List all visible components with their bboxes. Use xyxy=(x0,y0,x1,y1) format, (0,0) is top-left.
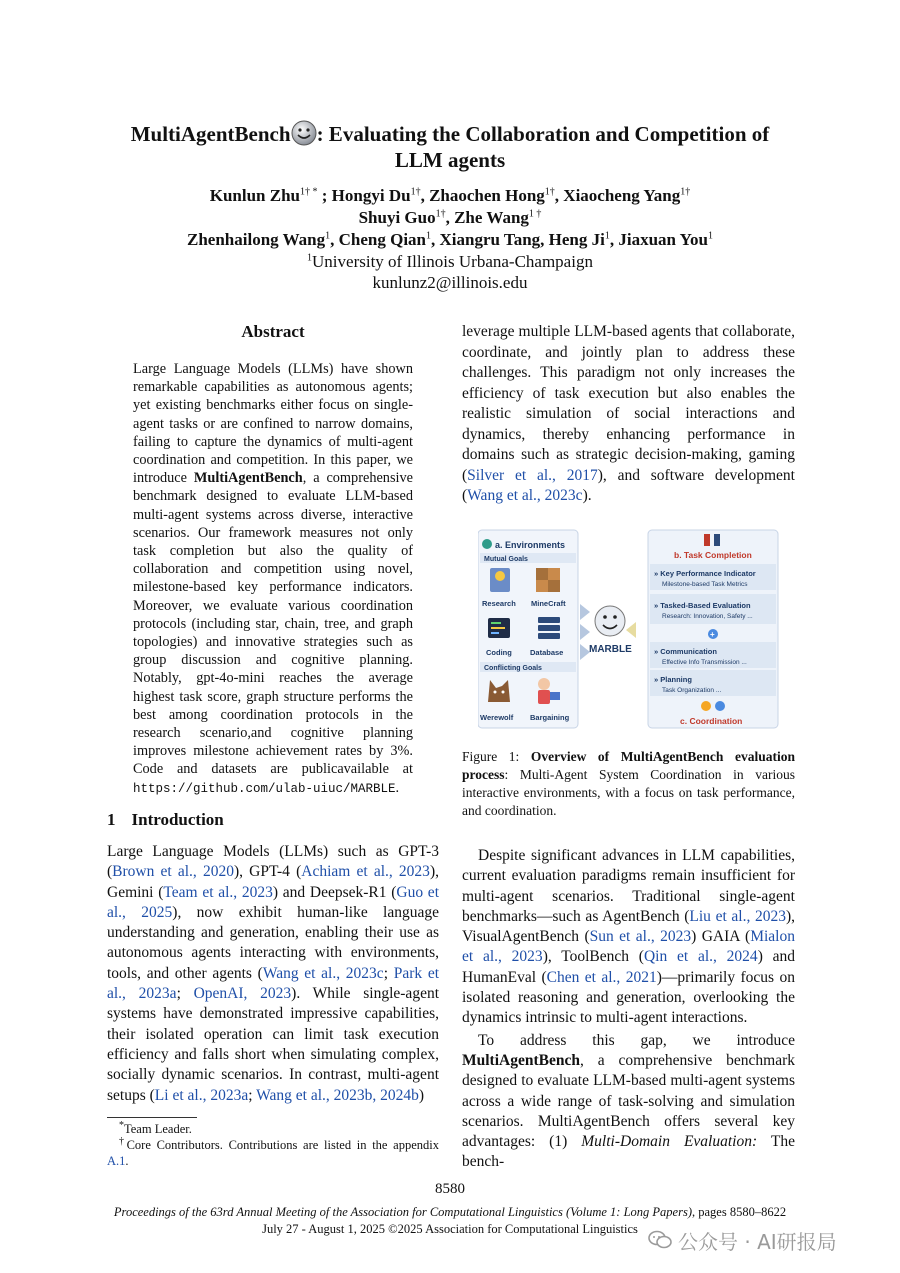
env-label-coding: Coding xyxy=(486,648,512,657)
right-column-continuation: leverage multiple LLM-based agents that collaborate, coordinate, and jointly plan to address these challenges. This paradigm not only increases the efficiency of task execution but also enables the realistic simulation of social interactions and dynamics, thereby enhancing performance in domains such as strategic decision-making, gaming (Silver et al., 2017), and software development (Wang et al., 2023c). xyxy=(462,323,795,504)
paper-title xyxy=(80,120,820,173)
research-icon xyxy=(490,568,510,592)
communication-subtitle: Effective Info Transmission ... xyxy=(662,659,747,666)
author-name: Shuyi Guo xyxy=(358,208,436,227)
footnote-core-contributors: †Core Contributors. Contributions are listed in the appendix A.1. xyxy=(107,1135,440,1168)
footnote-team-leader: *Team Leader. xyxy=(119,1119,192,1136)
citation-link[interactable]: OpenAI, 2023 xyxy=(193,985,292,1003)
citation-link[interactable]: Mialon et al., 2023 xyxy=(462,928,795,966)
conflicting-goals-label: Conflicting Goals xyxy=(484,665,542,672)
author-name: Jiaxuan You xyxy=(618,230,708,249)
citation-link[interactable]: Chen et al., 2021 xyxy=(546,968,657,986)
author-mark: 1 xyxy=(604,230,610,242)
svg-text:» Planning: » Planning xyxy=(654,675,692,684)
citation-link[interactable]: Li et al., 2023a xyxy=(154,1086,249,1104)
task-completion-title: b. Task Completion xyxy=(674,550,752,560)
author-mark: 1 † xyxy=(528,208,542,220)
author-name: Cheng Qian xyxy=(338,230,427,249)
env-label-bargaining: Bargaining xyxy=(530,713,570,722)
appendix-link[interactable]: A.1 xyxy=(107,1154,126,1168)
title-line2: LLM agents xyxy=(394,148,506,172)
proceedings-footer: Proceedings of the 63rd Annual Meeting of the Association for Computational Linguistics (Volume 1: Long Papers), pages 8580–8622 July 27 - August 1, 2025 ©2025 Association for Computational Linguistics xyxy=(113,1205,787,1236)
citation-link[interactable]: Wang et al., 2023c xyxy=(467,487,583,504)
author-name: Xiangru Tang xyxy=(439,230,541,249)
author-mark: 1 xyxy=(707,230,713,242)
section-heading-introduction xyxy=(107,810,224,830)
citation-link[interactable]: Liu et al., 2023 xyxy=(689,907,786,925)
citation-link[interactable]: Wang et al., 2023b, 2024b xyxy=(256,1086,419,1104)
right-arrow-icon xyxy=(626,622,636,638)
right-column-body xyxy=(462,846,795,1173)
author-mark: 1† xyxy=(544,186,555,198)
citation-link[interactable]: Sun et al., 2023 xyxy=(589,928,692,946)
task-eval-title: Tasked-Based Evaluation xyxy=(660,601,751,610)
citation-link[interactable]: Achiam et al., 2023 xyxy=(301,863,430,881)
author-name: Zhe Wang xyxy=(454,208,529,227)
kpi-subtitle: Milestone-based Task Metrics xyxy=(662,581,748,588)
smiley-logo-icon xyxy=(291,120,317,146)
proceedings-date: July 27 - August 1, 2025 ©2025 Association for Computational Linguistics xyxy=(262,1222,638,1236)
page-number: 8580 xyxy=(435,1181,465,1197)
author-line-2: Shuyi Guo$^{1\dagger}$, Zhe Wang$^{1 \dagger}$ xyxy=(358,208,542,227)
svg-text:» Key Performance Indicator: » Key Performance Indicator xyxy=(654,569,756,578)
minecraft-icon xyxy=(536,568,560,592)
author-mark: 1† xyxy=(435,208,446,220)
env-label-research: Research xyxy=(482,599,516,608)
svg-text:» Tasked-Based Evaluation: » Tasked-Based Evaluation xyxy=(654,601,751,610)
benchmark-name: MultiAgentBench xyxy=(193,470,303,487)
section-number: 1 xyxy=(107,810,116,829)
figure-1-overview xyxy=(478,526,780,730)
caption-bold: Overview of MultiAgentBench evaluation process xyxy=(462,749,795,782)
introduction-body: Large Language Models (LLMs) such as GPT-3 (Brown et al., 2020), GPT-4 (Achiam et al., 2023), Gemini (Team et al., 2023) and Deepsek-R1 (Guo et al., 2025), now exhibit human-like language understanding and generation, enabling their use as autonomous agents interacting with environments, tools, and other agents (Wang et al., 2023c; Park et al., 2023a; OpenAI, 2023). While single-agent systems have demonstrated impressive capabilities, their isolated operation can limit task execution efficiency and falls short when simulating complex, socially dynamic scenarios. In contrast, multi-agent setups (Li et al., 2023a; Wang et al., 2023b, 2024b) xyxy=(107,843,439,1104)
code-link[interactable]: https://github.com/ulab-uiuc/MARBLE xyxy=(133,781,396,796)
svg-text:+: + xyxy=(710,630,715,639)
citation-link[interactable]: Guo et al., 2025 xyxy=(107,883,439,921)
paragraph-evaluation-gap: Despite significant advances in LLM capabilities, current evaluation paradigms remain insufficient for multi-agent scenarios. Traditional single-agent benchmarks—such as AgentBench (Liu et al., 2023), VisualAgentBench (Sun et al., 2023) GAIA (Mialon et al., 2023), ToolBench (Qin et al., 2024) and HumanEval (Chen et al., 2021)—primarily focus on isolated reasoning and generation, overlooking the dynamics intrinsic to multi-agent interactions. xyxy=(462,847,796,1027)
planning-title: Planning xyxy=(660,675,692,684)
svg-text:» Communication: » Communication xyxy=(654,647,717,656)
citation-link[interactable]: Park et al., 2023a xyxy=(107,964,439,1003)
env-label-minecraft: MineCraft xyxy=(531,599,566,608)
author-line-1: Kunlun Zhu$^{1\dagger *}$ ; Hongyi $Du^{1\dagger}$, Zhaochen Hong$^{1\dagger}$, Xiaocheng Yang$^{1\dagger}$ xyxy=(209,186,691,205)
author-name: Heng Ji xyxy=(548,230,605,249)
affiliation-mark: 1 xyxy=(307,252,313,264)
citation-link[interactable]: Silver et al., 2017 xyxy=(467,466,598,484)
title-part1: MultiAgentBench xyxy=(130,122,291,146)
affiliation: $^1$University of Illinois Urbana-Champaign xyxy=(307,252,593,271)
footnote-divider xyxy=(107,1117,197,1118)
section-title: Introduction xyxy=(131,810,224,829)
author-name: Xiaocheng Yang xyxy=(563,186,681,205)
wechat-icon xyxy=(648,1230,672,1250)
database-icon xyxy=(538,617,560,639)
kpi-title: Key Performance Indicator xyxy=(660,569,756,578)
author-name: Zhaochen Hong xyxy=(429,186,545,205)
env-label-database: Database xyxy=(530,648,564,657)
author-name: Zhenhailong Wang xyxy=(187,230,326,249)
marble-label: MARBLE xyxy=(589,644,632,655)
footnotes xyxy=(107,1121,439,1169)
watermark-text: 公众号 · AI研报局 xyxy=(678,1229,837,1254)
author-mark: 1† xyxy=(410,186,421,198)
coding-icon xyxy=(488,618,510,638)
wechat-watermark xyxy=(648,1225,837,1255)
author-mark: 1† * xyxy=(300,186,318,198)
citation-link[interactable]: Qin et al., 2024 xyxy=(643,948,758,966)
abstract-body: Large Language Models (LLMs) have shown remarkable capabilities as autonomous agents; yet existing benchmarks either focus on single-agent tasks or are confined to narrow domains, failing to capture the dynamics of multi-agent coordination and competition. In this paper, we introduce MultiAgentBench, a comprehensive benchmark designed to evaluate LLM-based multi-agent systems across diverse, interactive scenarios. Our framework measures not only task completion but also the quality of collaboration and competition using novel, milestone-based key performance indicators. Moreover, we evaluate various coordination protocols (including star, chain, tree, and graph topologies) and innovative strategies such as group discussion and cognitive planning. Notably, gpt-4o-mini reaches the average highest task score, graph structure performs the best among coordination protocols in the research scenario,and cognitive planning improves milestone achievement rates by 3%. Code and datasets are publicavailable at https://github.com/ulab-uiuc/MARBLE. xyxy=(133,361,413,796)
citation-link[interactable]: Brown et al., 2020 xyxy=(112,863,234,881)
title-part2: : Evaluating the Collaboration and Competition of xyxy=(316,122,770,146)
author-mark: 1 xyxy=(426,230,432,242)
author-mark: 1 xyxy=(325,230,331,242)
communication-title: Communication xyxy=(660,647,717,656)
marble-smiley-icon xyxy=(595,606,625,636)
env-label-werewolf: Werewolf xyxy=(480,713,514,722)
citation-link[interactable]: Team et al., 2023 xyxy=(163,883,273,901)
task-eval-subtitle: Research: Innovation, Safety ... xyxy=(662,613,753,620)
citation-link[interactable]: Wang et al., 2023c xyxy=(262,964,384,982)
author-name: Hongyi Du xyxy=(331,186,411,205)
figure-caption: Figure 1: Overview of MultiAgentBench evaluation process: Multi-Agent System Coordination in various interactive environments, with a focus on task performance, and coordination. xyxy=(462,749,795,818)
author-mark: 1† xyxy=(680,186,691,198)
environments-title: a. Environments xyxy=(495,540,566,550)
planning-subtitle: Task Organization ... xyxy=(662,687,722,694)
coordination-title: c. Coordination xyxy=(680,716,743,726)
mutual-goals-label: Mutual Goals xyxy=(484,556,528,563)
abstract-heading: Abstract xyxy=(241,322,305,341)
environments-icon xyxy=(482,539,492,549)
author-email: kunlunz2@illinois.edu xyxy=(372,273,528,292)
author-line-3: Zhenhailong Wang$^1$, Cheng Qian$^1$, Xiangru Tang, Heng Ji$^1$, Jiaxuan You$^1$ xyxy=(187,230,713,249)
paragraph-introduce-benchmark: To address this gap, we introduce MultiAgentBench, a comprehensive benchmark designed to evaluate LLM-based multi-agent systems across a wide range of task-solving and simulation scenarios. MultiAgentBench offers several key advantages: (1) Multi-Domain Evaluation: The bench- xyxy=(462,1031,795,1171)
proceedings-title: Proceedings of the 63rd Annual Meeting of the Association for Computational Linguistics (Volume 1: Long Papers) xyxy=(113,1205,692,1219)
author-name: Kunlun Zhu xyxy=(209,186,300,205)
